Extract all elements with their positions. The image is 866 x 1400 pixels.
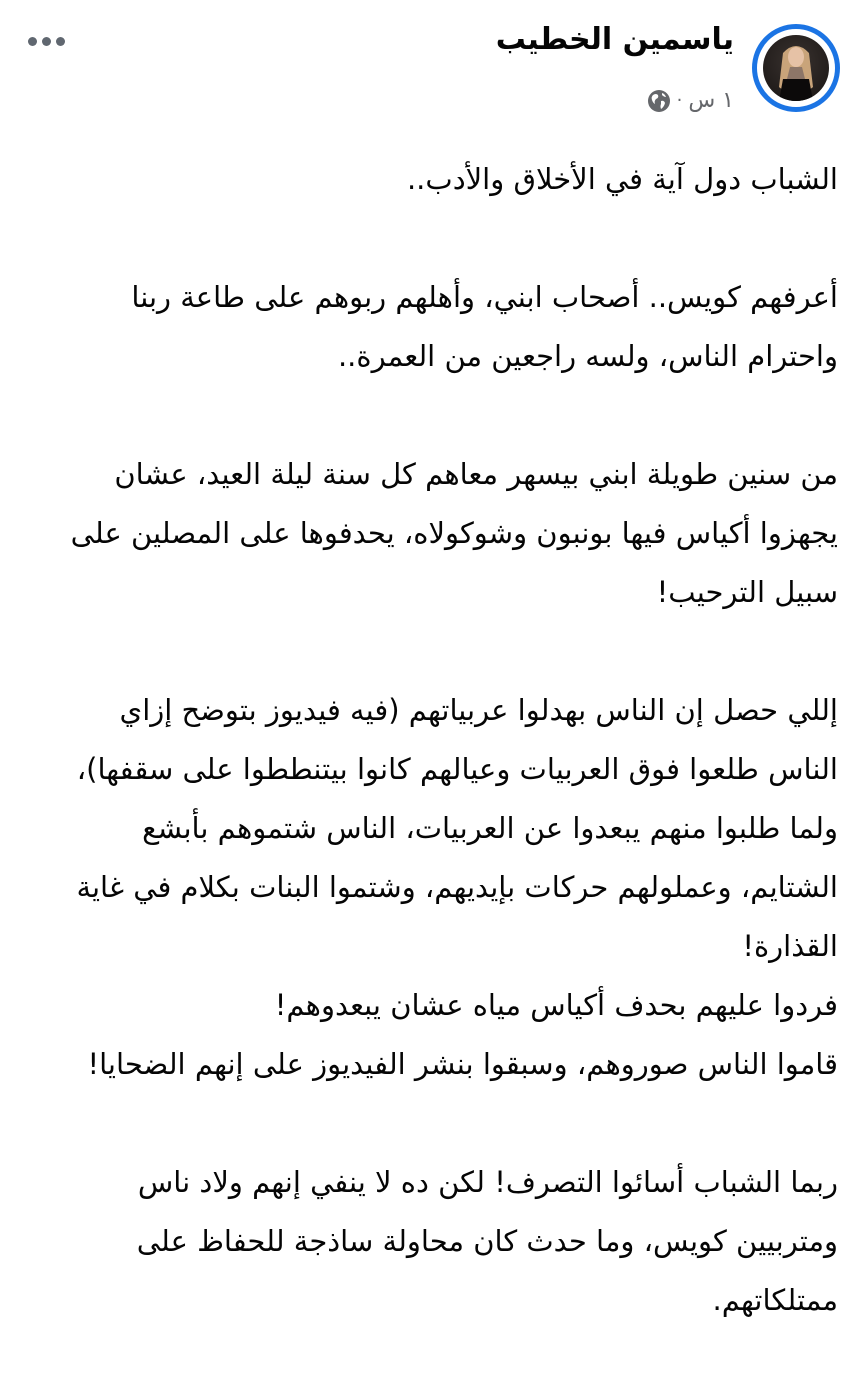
text-line: سبيل الترحيب! [656, 575, 838, 609]
paragraph-break [8, 386, 838, 445]
paragraph [8, 1153, 838, 1330]
text-line: القذارة! [742, 929, 838, 963]
avatar-story-ring[interactable] [752, 24, 840, 112]
text-line: إللي حصل إن الناس بهدلوا عربياتهم (فيه فيديوز بتوضح إزاي [119, 693, 838, 727]
paragraph-break [8, 622, 838, 681]
text-line: ربما الشباب أسائوا التصرف! لكن ده لا ينفي إنهم ولاد ناس [137, 1165, 838, 1199]
text-line: الشباب دول آية في الأخلاق والأدب.. [406, 162, 838, 196]
globe-icon[interactable] [647, 89, 671, 113]
text-line: واحترام الناس، ولسه راجعين من العمرة.. [337, 339, 838, 373]
text-line: أعرفهم كويس.. أصحاب ابني، وأهلهم ربوهم على طاعة ربنا [131, 280, 838, 314]
author-name[interactable]: ياسمين الخطيب [495, 22, 734, 57]
post-text [8, 150, 838, 1330]
paragraph [8, 268, 838, 386]
paragraph [8, 681, 838, 1094]
paragraph [8, 445, 838, 622]
text-line: ولما طلبوا منهم يبعدوا عن العربيات، الناس شتموهم بأبشع [142, 811, 838, 845]
more-options-button[interactable] [22, 26, 70, 56]
meta-separator: · [676, 90, 683, 111]
text-line: ممتلكاتهم. [712, 1283, 838, 1317]
more-horizontal-icon-dot [28, 37, 37, 46]
paragraph-break [8, 1094, 838, 1153]
profile-photo-icon [763, 35, 829, 101]
post-meta [647, 88, 734, 113]
paragraph-break [8, 209, 838, 268]
post-time[interactable]: ١ س [688, 88, 734, 113]
text-line: يجهزوا أكياس فيها بونبون وشوكولاه، يحدفوها على المصلين على [70, 516, 838, 550]
text-line: من سنين طويلة ابني بيسهر معاهم كل سنة ليلة العيد، عشان [114, 457, 838, 491]
text-line: الناس طلعوا فوق العربيات وعيالهم كانوا بيتنططوا على سقفها)، [76, 752, 838, 786]
text-line: فردوا عليهم بحدف أكياس مياه عشان يبعدوهم! [274, 988, 838, 1022]
text-line: الشتايم، وعملولهم حركات بإيديهم، وشتموا البنات بكلام في غاية [76, 870, 838, 904]
paragraph [8, 150, 838, 209]
text-line: قاموا الناس صوروهم، وسبقوا بنشر الفيديوز على إنهم الضحايا! [87, 1047, 838, 1081]
more-horizontal-icon-dot [42, 37, 51, 46]
text-line: ومتربيين كويس، وما حدث كان محاولة ساذجة للحفاظ على [136, 1224, 838, 1258]
avatar[interactable] [763, 35, 829, 101]
more-horizontal-icon-dot [56, 37, 65, 46]
